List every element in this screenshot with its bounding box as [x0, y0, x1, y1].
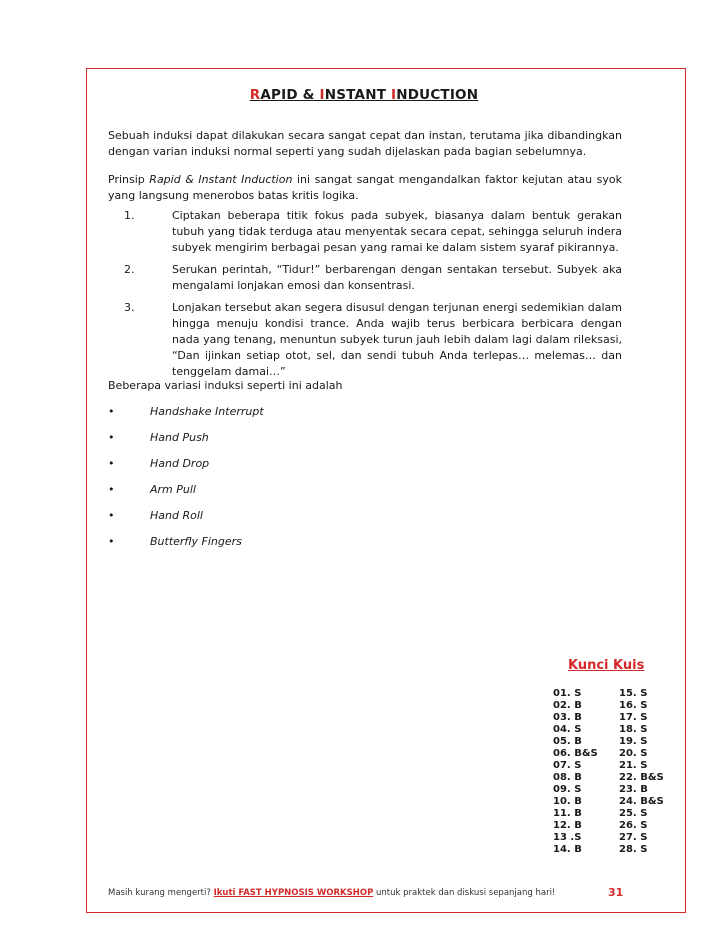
quiz-answer: 09. S [553, 784, 582, 795]
quiz-answers-column-1 [553, 688, 598, 856]
quiz-answer: 14. B [553, 844, 582, 855]
variations-intro: Beberapa variasi induksi seperti ini adalah [108, 379, 343, 392]
quiz-answer: 03. B [553, 712, 582, 723]
quiz-answer: 28. S [619, 844, 648, 855]
bullet-icon: • [108, 535, 115, 548]
principle-paragraph: Prinsip Rapid & Instant Induction ini sangat sangat mengandalkan faktor kejutan atau syok yang langsung menerobos batas kritis logika. [108, 173, 623, 202]
quiz-answer: 23. B [619, 784, 648, 795]
quiz-answer: 16. S [619, 700, 648, 711]
quiz-answer: 12. B [553, 820, 582, 831]
variation-item: Hand Drop [150, 457, 210, 470]
quiz-answer: 11. B [553, 808, 582, 819]
quiz-answer: 01. S [553, 688, 582, 699]
quiz-answer: 04. S [553, 724, 582, 735]
quiz-answer: 19. S [619, 736, 648, 747]
quiz-answer: 10. B [553, 796, 582, 807]
quiz-answer: 08. B [553, 772, 582, 783]
step-number: 3. [124, 301, 135, 314]
variation-item: Butterfly Fingers [150, 535, 242, 548]
variation-item: Hand Roll [150, 509, 203, 522]
variation-item: Hand Push [150, 431, 209, 444]
quiz-answer: 05. B [553, 736, 582, 747]
quiz-answer: 25. S [619, 808, 648, 819]
bullet-icon: • [108, 405, 115, 418]
variation-item: Handshake Interrupt [150, 405, 264, 418]
quiz-answer: 06. B&S [553, 748, 598, 759]
quiz-answer: 13 .S [553, 832, 582, 843]
quiz-answer: 07. S [553, 760, 582, 771]
quiz-answer: 15. S [619, 688, 648, 699]
step-text: Lonjakan tersebut akan segera disusul dengan terjunan energi sedemikian dalam hingga menuju kondisi trance. Anda wajib terus berbicara berbicara dengan nada yang tenang, menuntun subyek turun jauh lebih dalam lagi dalam rileksasi, “Dan ijinkan setiap otot, sel, dan sendi tubuh Anda terlepas… melemas… dan tenggelam damai…” [172, 301, 622, 378]
quiz-answer: 26. S [619, 820, 648, 831]
footer-note: Masih kurang mengerti? Ikuti FAST HYPNOSIS WORKSHOP untuk praktek dan diskusi sepanjang hari! [108, 888, 556, 898]
step-text: Serukan perintah, “Tidur!” berbarengan dengan sentakan tersebut. Subyek aka mengalami lonjakan emosi dan konsentrasi. [172, 263, 622, 292]
quiz-answer: 22. B&S [619, 772, 664, 783]
step-number: 2. [124, 263, 135, 276]
intro-paragraph: Sebuah induksi dapat dilakukan secara sangat cepat dan instan, terutama jika dibandingkan dengan varian induksi normal seperti yang sudah dijelaskan pada bagian sebelumnya. [108, 129, 622, 158]
page-number: 31 [608, 886, 624, 899]
bullet-icon: • [108, 483, 115, 496]
variation-item: Arm Pull [150, 483, 196, 496]
quiz-key-title: Kunci Kuis [568, 658, 645, 673]
step-number: 1. [124, 209, 135, 222]
quiz-answer: 21. S [619, 760, 648, 771]
quiz-answer: 02. B [553, 700, 582, 711]
quiz-answer: 20. S [619, 748, 648, 759]
quiz-answer: 18. S [619, 724, 648, 735]
step-text: Ciptakan beberapa titik fokus pada subyek, biasanya dalam bentuk gerakan tubuh yang tidak terduga atau menyentak secara cepat, sehingga seluruh indera subyek mengirim berbagai pesan yang ramai ke dalam sistem syaraf pikirannya. [172, 209, 622, 254]
bullet-icon: • [108, 431, 115, 444]
bullet-icon: • [108, 457, 115, 470]
bullet-icon: • [108, 509, 115, 522]
quiz-answer: 24. B&S [619, 796, 664, 807]
page-title: RAPID & INSTANT INDUCTION [249, 87, 479, 103]
quiz-answers-column-2 [619, 688, 664, 856]
quiz-answer: 17. S [619, 712, 648, 723]
workshop-link[interactable]: Ikuti FAST HYPNOSIS WORKSHOP [213, 888, 374, 898]
quiz-answer: 27. S [619, 832, 648, 843]
